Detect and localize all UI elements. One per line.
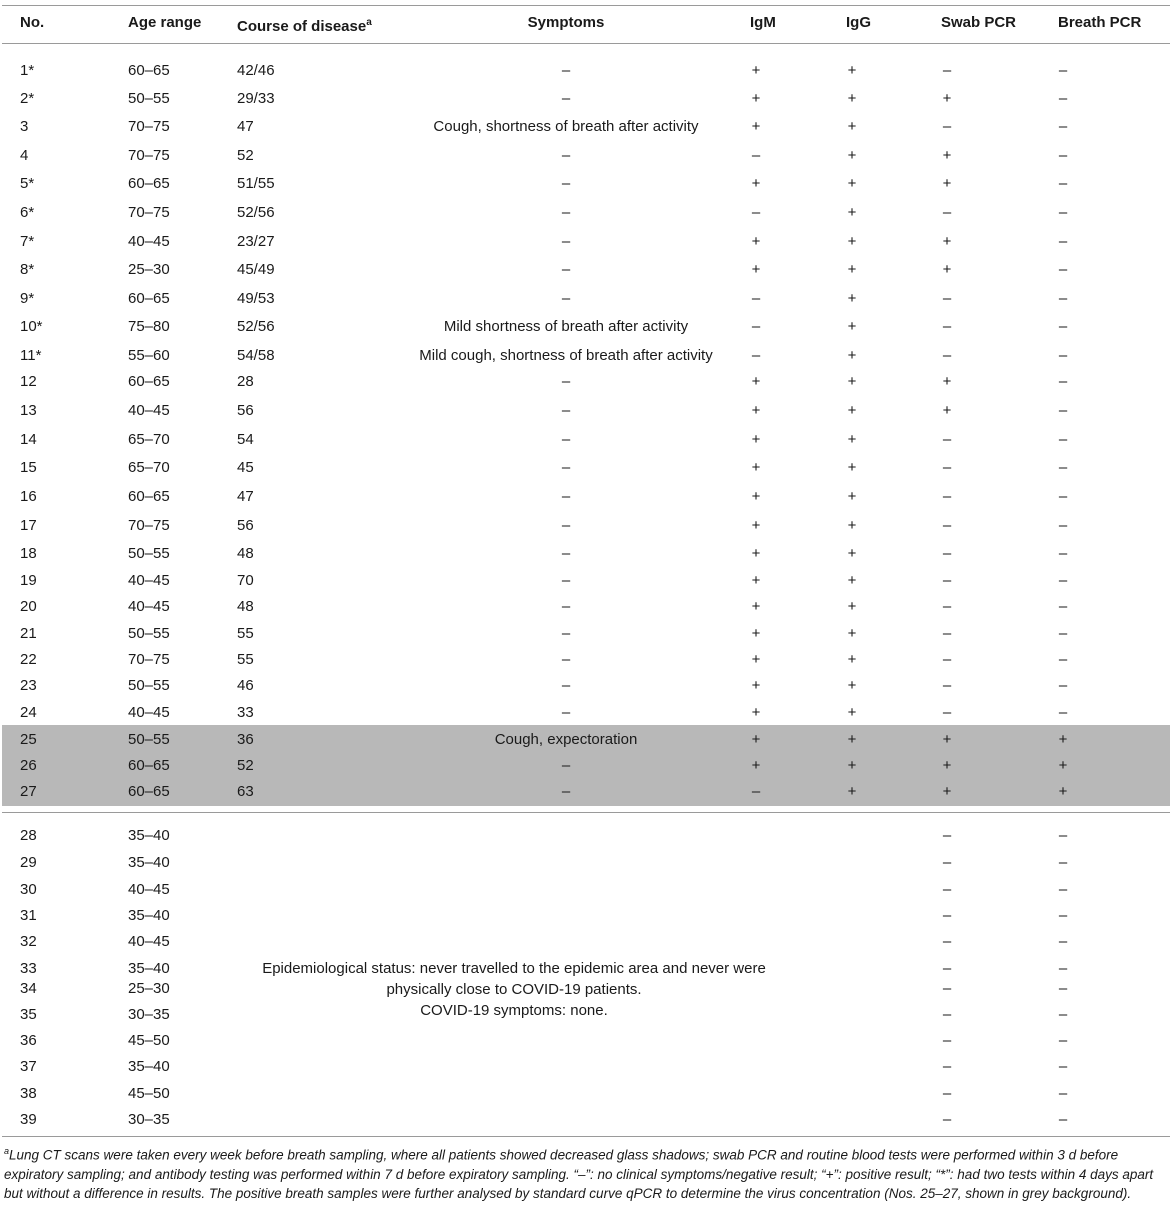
row-swab-pcr-result: – — [942, 290, 952, 307]
row-number: 10* — [20, 318, 43, 335]
row-course: 55 — [237, 651, 254, 668]
header-igm: IgM — [750, 14, 776, 31]
table-bottom-rule — [2, 1136, 1170, 1137]
control-row-number: 35 — [20, 1006, 37, 1023]
row-breath-pcr-result: – — [1058, 373, 1068, 390]
row-swab-pcr-result: – — [942, 118, 952, 135]
row-igg-result: + — [847, 731, 857, 748]
control-row-breath-pcr-result: – — [1058, 1058, 1068, 1075]
footnote-marker: a — [4, 1146, 10, 1156]
control-row-swab-pcr-result: – — [942, 854, 952, 871]
row-course: 48 — [237, 545, 254, 562]
row-age-range: 40–45 — [128, 402, 170, 419]
row-symptoms: – — [561, 517, 571, 534]
row-symptoms: – — [561, 783, 571, 800]
row-igg-result: + — [847, 625, 857, 642]
row-igm-result: – — [751, 783, 761, 800]
row-igg-result: + — [847, 147, 857, 164]
row-breath-pcr-result: – — [1058, 147, 1068, 164]
row-symptoms: – — [561, 677, 571, 694]
row-breath-pcr-result: – — [1058, 118, 1068, 135]
row-swab-pcr-result: – — [942, 704, 952, 721]
header-no: No. — [20, 14, 45, 31]
row-igg-result: + — [847, 783, 857, 800]
footnote-text: Lung CT scans were taken every week before breath sampling, where all patients showed decreased glass shadows; swab PCR and routine blood tests were performed within 3 d before expiratory sampling; and antibody testing was performed within 7 d before expiratory sampling. “–”: no clinical symptoms/negative result; “+”: positive result; “*”: had two tests within 4 days apart but without a difference in results. The positive breath samples were further analysed by standard curve qPCR to determine the virus concentration (Nos. 25–27, shown in grey background). — [4, 1147, 1154, 1201]
control-row-breath-pcr-result: – — [1058, 960, 1068, 977]
control-row-breath-pcr-result: – — [1058, 933, 1068, 950]
control-row-age-range: 35–40 — [128, 960, 170, 977]
row-igg-result: + — [847, 402, 857, 419]
row-age-range: 65–70 — [128, 431, 170, 448]
row-age-range: 70–75 — [128, 517, 170, 534]
row-course: 46 — [237, 677, 254, 694]
row-igg-result: + — [847, 572, 857, 589]
row-course: 52 — [237, 147, 254, 164]
row-swab-pcr-result: – — [942, 677, 952, 694]
control-row-swab-pcr-result: – — [942, 1111, 952, 1128]
row-breath-pcr-result: – — [1058, 625, 1068, 642]
row-age-range: 70–75 — [128, 651, 170, 668]
row-course: 56 — [237, 517, 254, 534]
row-igm-result: + — [751, 62, 761, 79]
row-course: 70 — [237, 572, 254, 589]
control-row-breath-pcr-result: – — [1058, 881, 1068, 898]
row-igg-result: + — [847, 704, 857, 721]
control-row-swab-pcr-result: – — [942, 827, 952, 844]
control-row-age-range: 35–40 — [128, 1058, 170, 1075]
control-row-age-range: 45–50 — [128, 1085, 170, 1102]
row-breath-pcr-result: + — [1058, 783, 1068, 800]
control-group-note — [252, 958, 776, 1021]
row-symptoms: – — [561, 545, 571, 562]
row-symptoms: – — [561, 290, 571, 307]
row-course: 28 — [237, 373, 254, 390]
row-symptoms: Mild cough, shortness of breath after activity — [419, 347, 713, 364]
row-age-range: 55–60 — [128, 347, 170, 364]
row-igm-result: + — [751, 118, 761, 135]
row-number: 3 — [20, 118, 29, 135]
row-igm-result: + — [751, 431, 761, 448]
row-number: 24 — [20, 704, 37, 721]
row-course: 54/58 — [237, 347, 275, 364]
row-breath-pcr-result: – — [1058, 402, 1068, 419]
row-igg-result: + — [847, 175, 857, 192]
row-age-range: 40–45 — [128, 704, 170, 721]
header-course-footnote-marker: a — [366, 17, 372, 28]
row-age-range: 50–55 — [128, 90, 170, 107]
control-row-breath-pcr-result: – — [1058, 827, 1068, 844]
row-course: 55 — [237, 625, 254, 642]
row-igm-result: + — [751, 572, 761, 589]
row-number: 27 — [20, 783, 37, 800]
row-swab-pcr-result: – — [942, 572, 952, 589]
header-rule — [2, 43, 1170, 44]
control-row-breath-pcr-result: – — [1058, 1085, 1068, 1102]
control-row-breath-pcr-result: – — [1058, 1006, 1068, 1023]
row-igg-result: + — [847, 318, 857, 335]
row-age-range: 25–30 — [128, 261, 170, 278]
control-note-line-2: physically close to COVID-19 patients. — [386, 981, 642, 998]
row-igm-result: + — [751, 625, 761, 642]
row-igm-result: + — [751, 677, 761, 694]
row-number: 9* — [20, 290, 35, 307]
row-igm-result: – — [751, 347, 761, 364]
row-symptoms: Mild shortness of breath after activity — [443, 318, 689, 335]
row-number: 26 — [20, 757, 37, 774]
row-symptoms: – — [561, 625, 571, 642]
row-igm-result: + — [751, 704, 761, 721]
control-row-swab-pcr-result: – — [942, 1006, 952, 1023]
row-igm-result: – — [751, 290, 761, 307]
control-row-number: 32 — [20, 933, 37, 950]
control-note-line-1: Epidemiological status: never travelled to the epidemic area and never were — [262, 960, 766, 977]
control-row-age-range: 35–40 — [128, 827, 170, 844]
row-course: 47 — [237, 488, 254, 505]
row-igg-result: + — [847, 290, 857, 307]
control-row-number: 31 — [20, 907, 37, 924]
row-swab-pcr-result: – — [942, 318, 952, 335]
row-course: 33 — [237, 704, 254, 721]
row-age-range: 60–65 — [128, 62, 170, 79]
header-breath-pcr: Breath PCR — [1058, 14, 1142, 31]
row-igg-result: + — [847, 459, 857, 476]
row-course: 48 — [237, 598, 254, 615]
control-row-number: 29 — [20, 854, 37, 871]
row-breath-pcr-result: – — [1058, 677, 1068, 694]
control-row-swab-pcr-result: – — [942, 881, 952, 898]
control-row-number: 39 — [20, 1111, 37, 1128]
row-symptoms: Cough, shortness of breath after activity — [433, 118, 699, 135]
row-course: 45 — [237, 459, 254, 476]
row-breath-pcr-result: – — [1058, 204, 1068, 221]
row-breath-pcr-result: – — [1058, 62, 1068, 79]
row-course: 52/56 — [237, 204, 275, 221]
row-course: 42/46 — [237, 62, 275, 79]
control-row-swab-pcr-result: – — [942, 1032, 952, 1049]
row-number: 4 — [20, 147, 29, 164]
row-breath-pcr-result: – — [1058, 488, 1068, 505]
row-breath-pcr-result: – — [1058, 459, 1068, 476]
control-row-number: 28 — [20, 827, 37, 844]
row-number: 18 — [20, 545, 37, 562]
control-row-swab-pcr-result: – — [942, 1058, 952, 1075]
row-igg-result: + — [847, 545, 857, 562]
control-row-swab-pcr-result: – — [942, 933, 952, 950]
row-number: 25 — [20, 731, 37, 748]
row-age-range: 40–45 — [128, 572, 170, 589]
control-row-age-range: 35–40 — [128, 907, 170, 924]
row-course: 47 — [237, 118, 254, 135]
row-igg-result: + — [847, 757, 857, 774]
row-age-range: 50–55 — [128, 625, 170, 642]
control-note-line-3: COVID-19 symptoms: none. — [420, 1002, 608, 1019]
row-igg-result: + — [847, 62, 857, 79]
row-number: 19 — [20, 572, 37, 589]
row-igg-result: + — [847, 598, 857, 615]
row-swab-pcr-result: + — [942, 373, 952, 390]
row-course: 54 — [237, 431, 254, 448]
header-course-label: Course of disease — [237, 18, 367, 35]
row-symptoms: – — [561, 204, 571, 221]
row-symptoms: – — [561, 233, 571, 250]
row-number: 16 — [20, 488, 37, 505]
control-row-age-range: 45–50 — [128, 1032, 170, 1049]
row-age-range: 70–75 — [128, 147, 170, 164]
row-number: 14 — [20, 431, 37, 448]
row-number: 17 — [20, 517, 37, 534]
row-course: 29/33 — [237, 90, 275, 107]
row-symptoms: – — [561, 757, 571, 774]
row-breath-pcr-result: – — [1058, 261, 1068, 278]
control-row-swab-pcr-result: – — [942, 980, 952, 997]
row-swab-pcr-result: – — [942, 459, 952, 476]
control-row-number: 37 — [20, 1058, 37, 1075]
row-swab-pcr-result: – — [942, 488, 952, 505]
row-number: 6* — [20, 204, 35, 221]
row-igg-result: + — [847, 431, 857, 448]
row-swab-pcr-result: – — [942, 62, 952, 79]
row-number: 8* — [20, 261, 35, 278]
row-igg-result: + — [847, 261, 857, 278]
row-symptoms: – — [561, 373, 571, 390]
control-row-number: 36 — [20, 1032, 37, 1049]
row-swab-pcr-result: – — [942, 347, 952, 364]
row-igg-result: + — [847, 488, 857, 505]
header-course — [237, 14, 372, 36]
row-swab-pcr-result: – — [942, 517, 952, 534]
control-row-number: 30 — [20, 881, 37, 898]
row-igm-result: + — [751, 545, 761, 562]
header-igg: IgG — [846, 14, 871, 31]
control-row-breath-pcr-result: – — [1058, 980, 1068, 997]
row-swab-pcr-result: – — [942, 625, 952, 642]
row-symptoms: – — [561, 261, 571, 278]
row-swab-pcr-result: – — [942, 545, 952, 562]
row-igm-result: + — [751, 233, 761, 250]
row-age-range: 50–55 — [128, 677, 170, 694]
control-row-age-range: 30–35 — [128, 1006, 170, 1023]
row-breath-pcr-result: – — [1058, 318, 1068, 335]
group-separator-rule — [2, 812, 1170, 813]
row-symptoms: – — [561, 402, 571, 419]
row-breath-pcr-result: – — [1058, 431, 1068, 448]
row-symptoms: – — [561, 488, 571, 505]
row-number: 15 — [20, 459, 37, 476]
row-age-range: 60–65 — [128, 290, 170, 307]
row-course: 36 — [237, 731, 254, 748]
row-igm-result: – — [751, 318, 761, 335]
row-number: 21 — [20, 625, 37, 642]
row-igg-result: + — [847, 651, 857, 668]
row-age-range: 60–65 — [128, 175, 170, 192]
row-course: 63 — [237, 783, 254, 800]
control-row-breath-pcr-result: – — [1058, 1111, 1068, 1128]
row-breath-pcr-result: + — [1058, 731, 1068, 748]
row-igm-result: + — [751, 175, 761, 192]
row-igg-result: + — [847, 204, 857, 221]
row-swab-pcr-result: + — [942, 783, 952, 800]
row-symptoms: – — [561, 598, 571, 615]
row-swab-pcr-result: + — [942, 147, 952, 164]
row-symptoms: – — [561, 431, 571, 448]
row-igm-result: + — [751, 459, 761, 476]
row-age-range: 75–80 — [128, 318, 170, 335]
row-swab-pcr-result: + — [942, 233, 952, 250]
row-breath-pcr-result: – — [1058, 90, 1068, 107]
row-age-range: 70–75 — [128, 118, 170, 135]
control-row-breath-pcr-result: – — [1058, 854, 1068, 871]
row-number: 23 — [20, 677, 37, 694]
row-igg-result: + — [847, 118, 857, 135]
row-swab-pcr-result: + — [942, 90, 952, 107]
row-symptoms: – — [561, 651, 571, 668]
row-course: 45/49 — [237, 261, 275, 278]
row-igg-result: + — [847, 677, 857, 694]
control-row-number: 34 — [20, 980, 37, 997]
row-breath-pcr-result: – — [1058, 517, 1068, 534]
row-swab-pcr-result: + — [942, 757, 952, 774]
row-igm-result: – — [751, 204, 761, 221]
row-number: 20 — [20, 598, 37, 615]
row-breath-pcr-result: – — [1058, 651, 1068, 668]
control-row-breath-pcr-result: – — [1058, 907, 1068, 924]
row-swab-pcr-result: – — [942, 204, 952, 221]
row-igg-result: + — [847, 347, 857, 364]
control-row-number: 38 — [20, 1085, 37, 1102]
row-course: 49/53 — [237, 290, 275, 307]
row-swab-pcr-result: – — [942, 431, 952, 448]
header-swab-pcr: Swab PCR — [941, 14, 1017, 31]
row-symptoms: Cough, expectoration — [494, 731, 638, 748]
row-swab-pcr-result: + — [942, 731, 952, 748]
control-row-swab-pcr-result: – — [942, 907, 952, 924]
control-row-number: 33 — [20, 960, 37, 977]
row-number: 11* — [20, 347, 42, 364]
row-igm-result: + — [751, 90, 761, 107]
row-swab-pcr-result: – — [942, 598, 952, 615]
header-age: Age range — [128, 14, 202, 31]
row-breath-pcr-result: + — [1058, 757, 1068, 774]
row-igm-result: + — [751, 261, 761, 278]
row-igm-result: – — [751, 147, 761, 164]
row-number: 2* — [20, 90, 35, 107]
row-symptoms: – — [561, 147, 571, 164]
row-breath-pcr-result: – — [1058, 572, 1068, 589]
control-row-age-range: 25–30 — [128, 980, 170, 997]
row-breath-pcr-result: – — [1058, 290, 1068, 307]
row-age-range: 40–45 — [128, 598, 170, 615]
control-row-age-range: 40–45 — [128, 881, 170, 898]
row-number: 7* — [20, 233, 35, 250]
row-age-range: 60–65 — [128, 757, 170, 774]
row-igm-result: + — [751, 517, 761, 534]
control-row-swab-pcr-result: – — [942, 960, 952, 977]
row-igm-result: + — [751, 373, 761, 390]
table-top-rule — [2, 5, 1170, 6]
row-igm-result: + — [751, 598, 761, 615]
row-course: 23/27 — [237, 233, 275, 250]
header-symptoms: Symptoms — [527, 14, 605, 31]
row-igg-result: + — [847, 373, 857, 390]
row-age-range: 50–55 — [128, 545, 170, 562]
row-breath-pcr-result: – — [1058, 233, 1068, 250]
row-breath-pcr-result: – — [1058, 598, 1068, 615]
row-age-range: 60–65 — [128, 373, 170, 390]
row-age-range: 60–65 — [128, 488, 170, 505]
row-age-range: 40–45 — [128, 233, 170, 250]
table-footnote — [4, 1142, 1164, 1203]
row-breath-pcr-result: – — [1058, 175, 1068, 192]
row-symptoms: – — [561, 572, 571, 589]
row-number: 13 — [20, 402, 37, 419]
control-row-breath-pcr-result: – — [1058, 1032, 1068, 1049]
row-age-range: 60–65 — [128, 783, 170, 800]
row-age-range: 70–75 — [128, 204, 170, 221]
row-symptoms: – — [561, 90, 571, 107]
control-row-age-range: 40–45 — [128, 933, 170, 950]
row-swab-pcr-result: + — [942, 261, 952, 278]
row-symptoms: – — [561, 62, 571, 79]
control-row-age-range: 35–40 — [128, 854, 170, 871]
row-number: 5* — [20, 175, 35, 192]
row-symptoms: – — [561, 459, 571, 476]
row-age-range: 65–70 — [128, 459, 170, 476]
row-course: 56 — [237, 402, 254, 419]
row-course: 51/55 — [237, 175, 275, 192]
row-igg-result: + — [847, 233, 857, 250]
row-igm-result: + — [751, 757, 761, 774]
row-course: 52/56 — [237, 318, 275, 335]
control-row-age-range: 30–35 — [128, 1111, 170, 1128]
row-symptoms: – — [561, 704, 571, 721]
row-igm-result: + — [751, 651, 761, 668]
row-age-range: 50–55 — [128, 731, 170, 748]
row-breath-pcr-result: – — [1058, 704, 1068, 721]
row-swab-pcr-result: – — [942, 651, 952, 668]
row-number: 1* — [20, 62, 35, 79]
row-number: 22 — [20, 651, 37, 668]
row-swab-pcr-result: + — [942, 402, 952, 419]
row-number: 12 — [20, 373, 37, 390]
row-igm-result: + — [751, 402, 761, 419]
row-igm-result: + — [751, 731, 761, 748]
row-course: 52 — [237, 757, 254, 774]
row-igg-result: + — [847, 517, 857, 534]
control-row-swab-pcr-result: – — [942, 1085, 952, 1102]
row-symptoms: – — [561, 175, 571, 192]
row-igg-result: + — [847, 90, 857, 107]
row-swab-pcr-result: + — [942, 175, 952, 192]
row-breath-pcr-result: – — [1058, 347, 1068, 364]
row-breath-pcr-result: – — [1058, 545, 1068, 562]
row-igm-result: + — [751, 488, 761, 505]
